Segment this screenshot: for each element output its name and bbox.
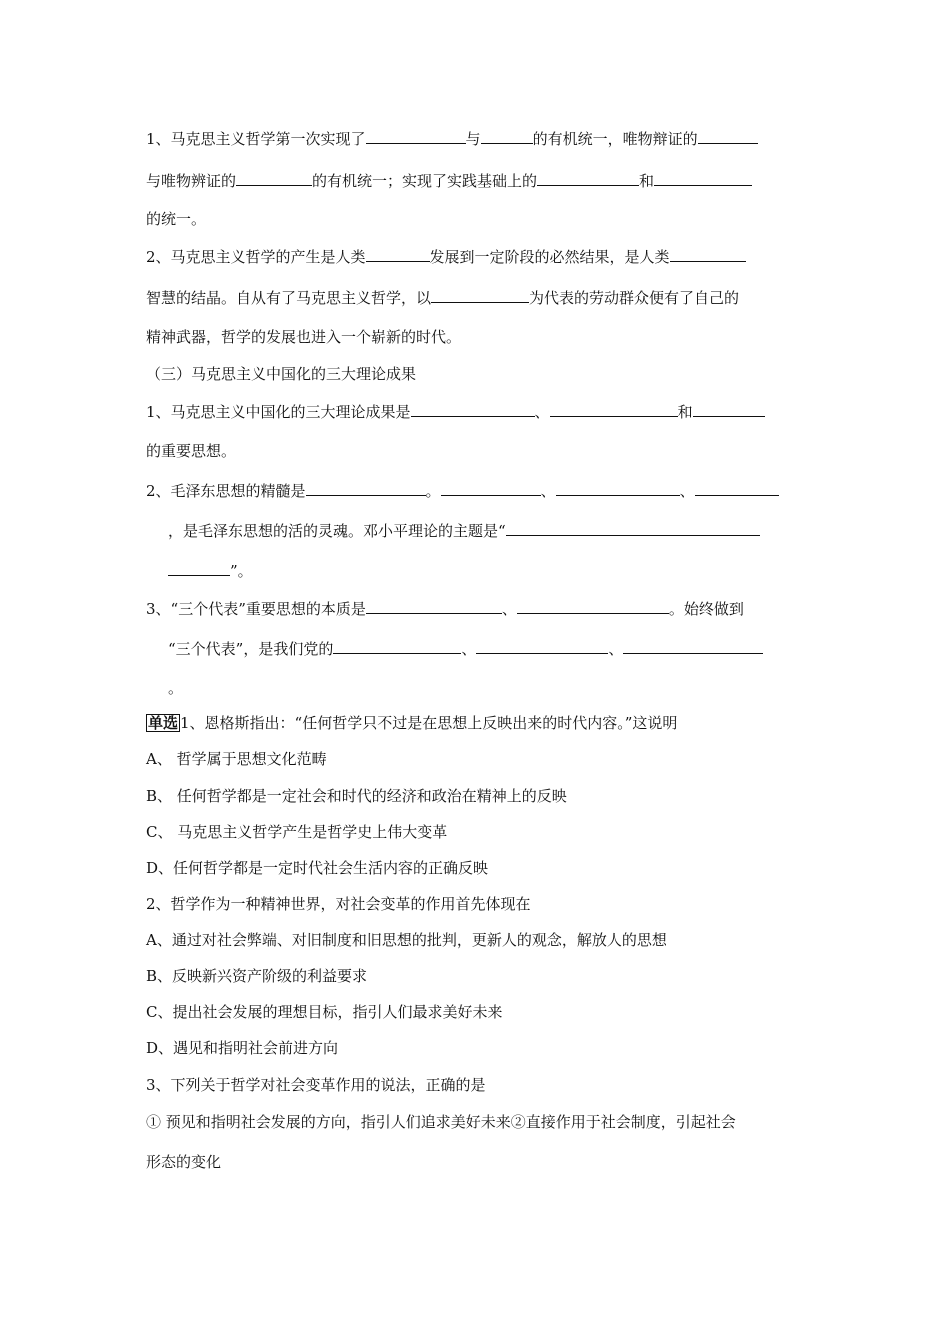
question-stem: 3、下列关于哲学对社会变革作用的说法，正确的是 [146,1076,486,1094]
mcq1-option-c[interactable] [146,822,447,842]
section-title: （三）马克思主义中国化的三大理论成果 [146,365,417,383]
text-segment: 与唯物辨证的 [146,172,237,190]
answer-blank[interactable] [698,128,758,144]
answer-blank[interactable] [654,170,752,186]
mcq1-option-d[interactable] [146,858,488,878]
text-segment: 、 [540,482,556,500]
option-text: A、通过对社会弊端、对旧制度和旧思想的批判，更新人的观念，解放人的思想 [146,931,667,949]
mcq3-stem-line [146,1075,486,1095]
text-segment: ”。 [230,562,253,580]
text-segment: 。 [425,482,441,500]
mcq2-option-b[interactable] [146,966,367,986]
option-text: B、 任何哲学都是一定社会和时代的经济和政治在精神上的反映 [146,787,567,805]
sec3-q1-line1 [146,401,765,421]
sec3-q2-line2 [168,520,760,540]
answer-blank[interactable] [168,560,230,576]
text-segment: 。始终做到 [668,600,744,618]
mcq1-option-b[interactable] [146,786,567,806]
fill-q2-line3 [146,327,461,347]
text-segment: 的重要思想。 [146,442,237,460]
text-segment: 1、马克思主义中国化的三大理论成果是 [146,403,411,421]
text-segment: 3、“三个代表”重要思想的本质是 [146,600,366,618]
answer-blank[interactable] [306,480,426,496]
option-text: B、反映新兴资产阶级的利益要求 [146,967,368,985]
text-segment: 2、毛泽东思想的精髓是 [146,482,306,500]
answer-blank[interactable] [236,170,312,186]
fill-q2-line2 [146,287,739,307]
text-segment: 。 [168,679,184,697]
text-segment: 为代表的劳动群众便有了自己的 [529,289,740,307]
text-segment: 、 [461,640,477,658]
text-segment: 的有机统一；实现了实践基础上的 [312,172,538,190]
text-segment: 精神武器，哲学的发展也进入一个崭新的时代。 [146,328,462,346]
question-stem: 2、哲学作为一种精神世界，对社会变革的作用首先体现在 [146,895,531,913]
answer-blank[interactable] [366,598,502,614]
text-segment: 1、马克思主义哲学第一次实现了 [146,130,366,148]
mcq2-option-a[interactable] [146,930,667,950]
section-heading [146,364,416,384]
fill-q1-line3 [146,209,206,229]
question-type-tag: 单选 [148,714,179,732]
fill-q1-line1 [146,128,758,148]
answer-blank[interactable] [481,128,533,144]
fill-q2-line1 [146,246,746,266]
option-text: A、 哲学属于思想文化范畴 [146,750,327,768]
mcq2-option-c[interactable] [146,1002,502,1022]
sec3-q3-line1 [146,598,744,618]
mcq1-option-a[interactable] [146,749,327,769]
question-stem: 1、恩格斯指出：“任何哲学只不过是在思想上反映出来的时代内容。”这说明 [180,714,678,732]
option-text: C、提出社会发展的理想目标，指引人们最求美好未来 [146,1003,503,1021]
mcq3-statement-line2 [146,1152,221,1172]
sec3-q3-line2 [168,638,763,658]
text-segment: 2、马克思主义哲学的产生是人类 [146,248,366,266]
option-text: D、遇见和指明社会前进方向 [146,1039,339,1057]
answer-blank[interactable] [537,170,639,186]
statement-text: 形态的变化 [146,1153,222,1171]
mcq3-statement-line1 [146,1112,736,1132]
text-segment: 的有机统一，唯物辩证的 [532,130,698,148]
sec3-q2-line1 [146,480,779,500]
text-segment: “三个代表”，是我们党的 [168,640,334,658]
answer-blank[interactable] [556,480,680,496]
text-segment: 、 [608,640,624,658]
answer-blank[interactable] [670,246,746,262]
answer-blank[interactable] [431,287,529,303]
text-segment: ，是毛泽东思想的活的灵魂。邓小平理论的主题是“ [168,522,506,540]
answer-blank[interactable] [366,246,430,262]
text-segment: 与 [465,130,481,148]
text-segment: 、 [679,482,695,500]
sec3-q1-line2 [146,441,236,461]
sec3-q3-line3 [168,678,183,698]
answer-blank[interactable] [333,638,461,654]
mcq1-stem-line [146,713,677,733]
text-segment: 、 [501,600,517,618]
text-segment: 发展到一定阶段的必然结果，是人类 [429,248,670,266]
answer-blank[interactable] [623,638,763,654]
mcq2-stem-line [146,894,531,914]
option-text: C、 马克思主义哲学产生是哲学史上伟大变革 [146,823,448,841]
statement-text: ① 预见和指明社会发展的方向，指引人们追求美好未来②直接作用于社会制度，引起社会 [146,1113,736,1131]
text-segment: 和 [677,403,693,421]
answer-blank[interactable] [695,480,779,496]
text-segment: 的统一。 [146,210,207,228]
answer-blank[interactable] [517,598,669,614]
sec3-q2-line3 [168,560,253,580]
text-segment: 智慧的结晶。自从有了马克思主义哲学，以 [146,289,432,307]
fill-q1-line2 [146,170,752,190]
text-segment: 和 [639,172,655,190]
answer-blank[interactable] [693,401,765,417]
answer-blank[interactable] [441,480,541,496]
answer-blank[interactable] [506,520,760,536]
mcq2-option-d[interactable] [146,1038,338,1058]
answer-blank[interactable] [476,638,608,654]
option-text: D、任何哲学都是一定时代社会生活内容的正确反映 [146,859,489,877]
answer-blank[interactable] [411,401,535,417]
text-segment: 、 [534,403,550,421]
answer-blank[interactable] [550,401,678,417]
answer-blank[interactable] [366,128,466,144]
